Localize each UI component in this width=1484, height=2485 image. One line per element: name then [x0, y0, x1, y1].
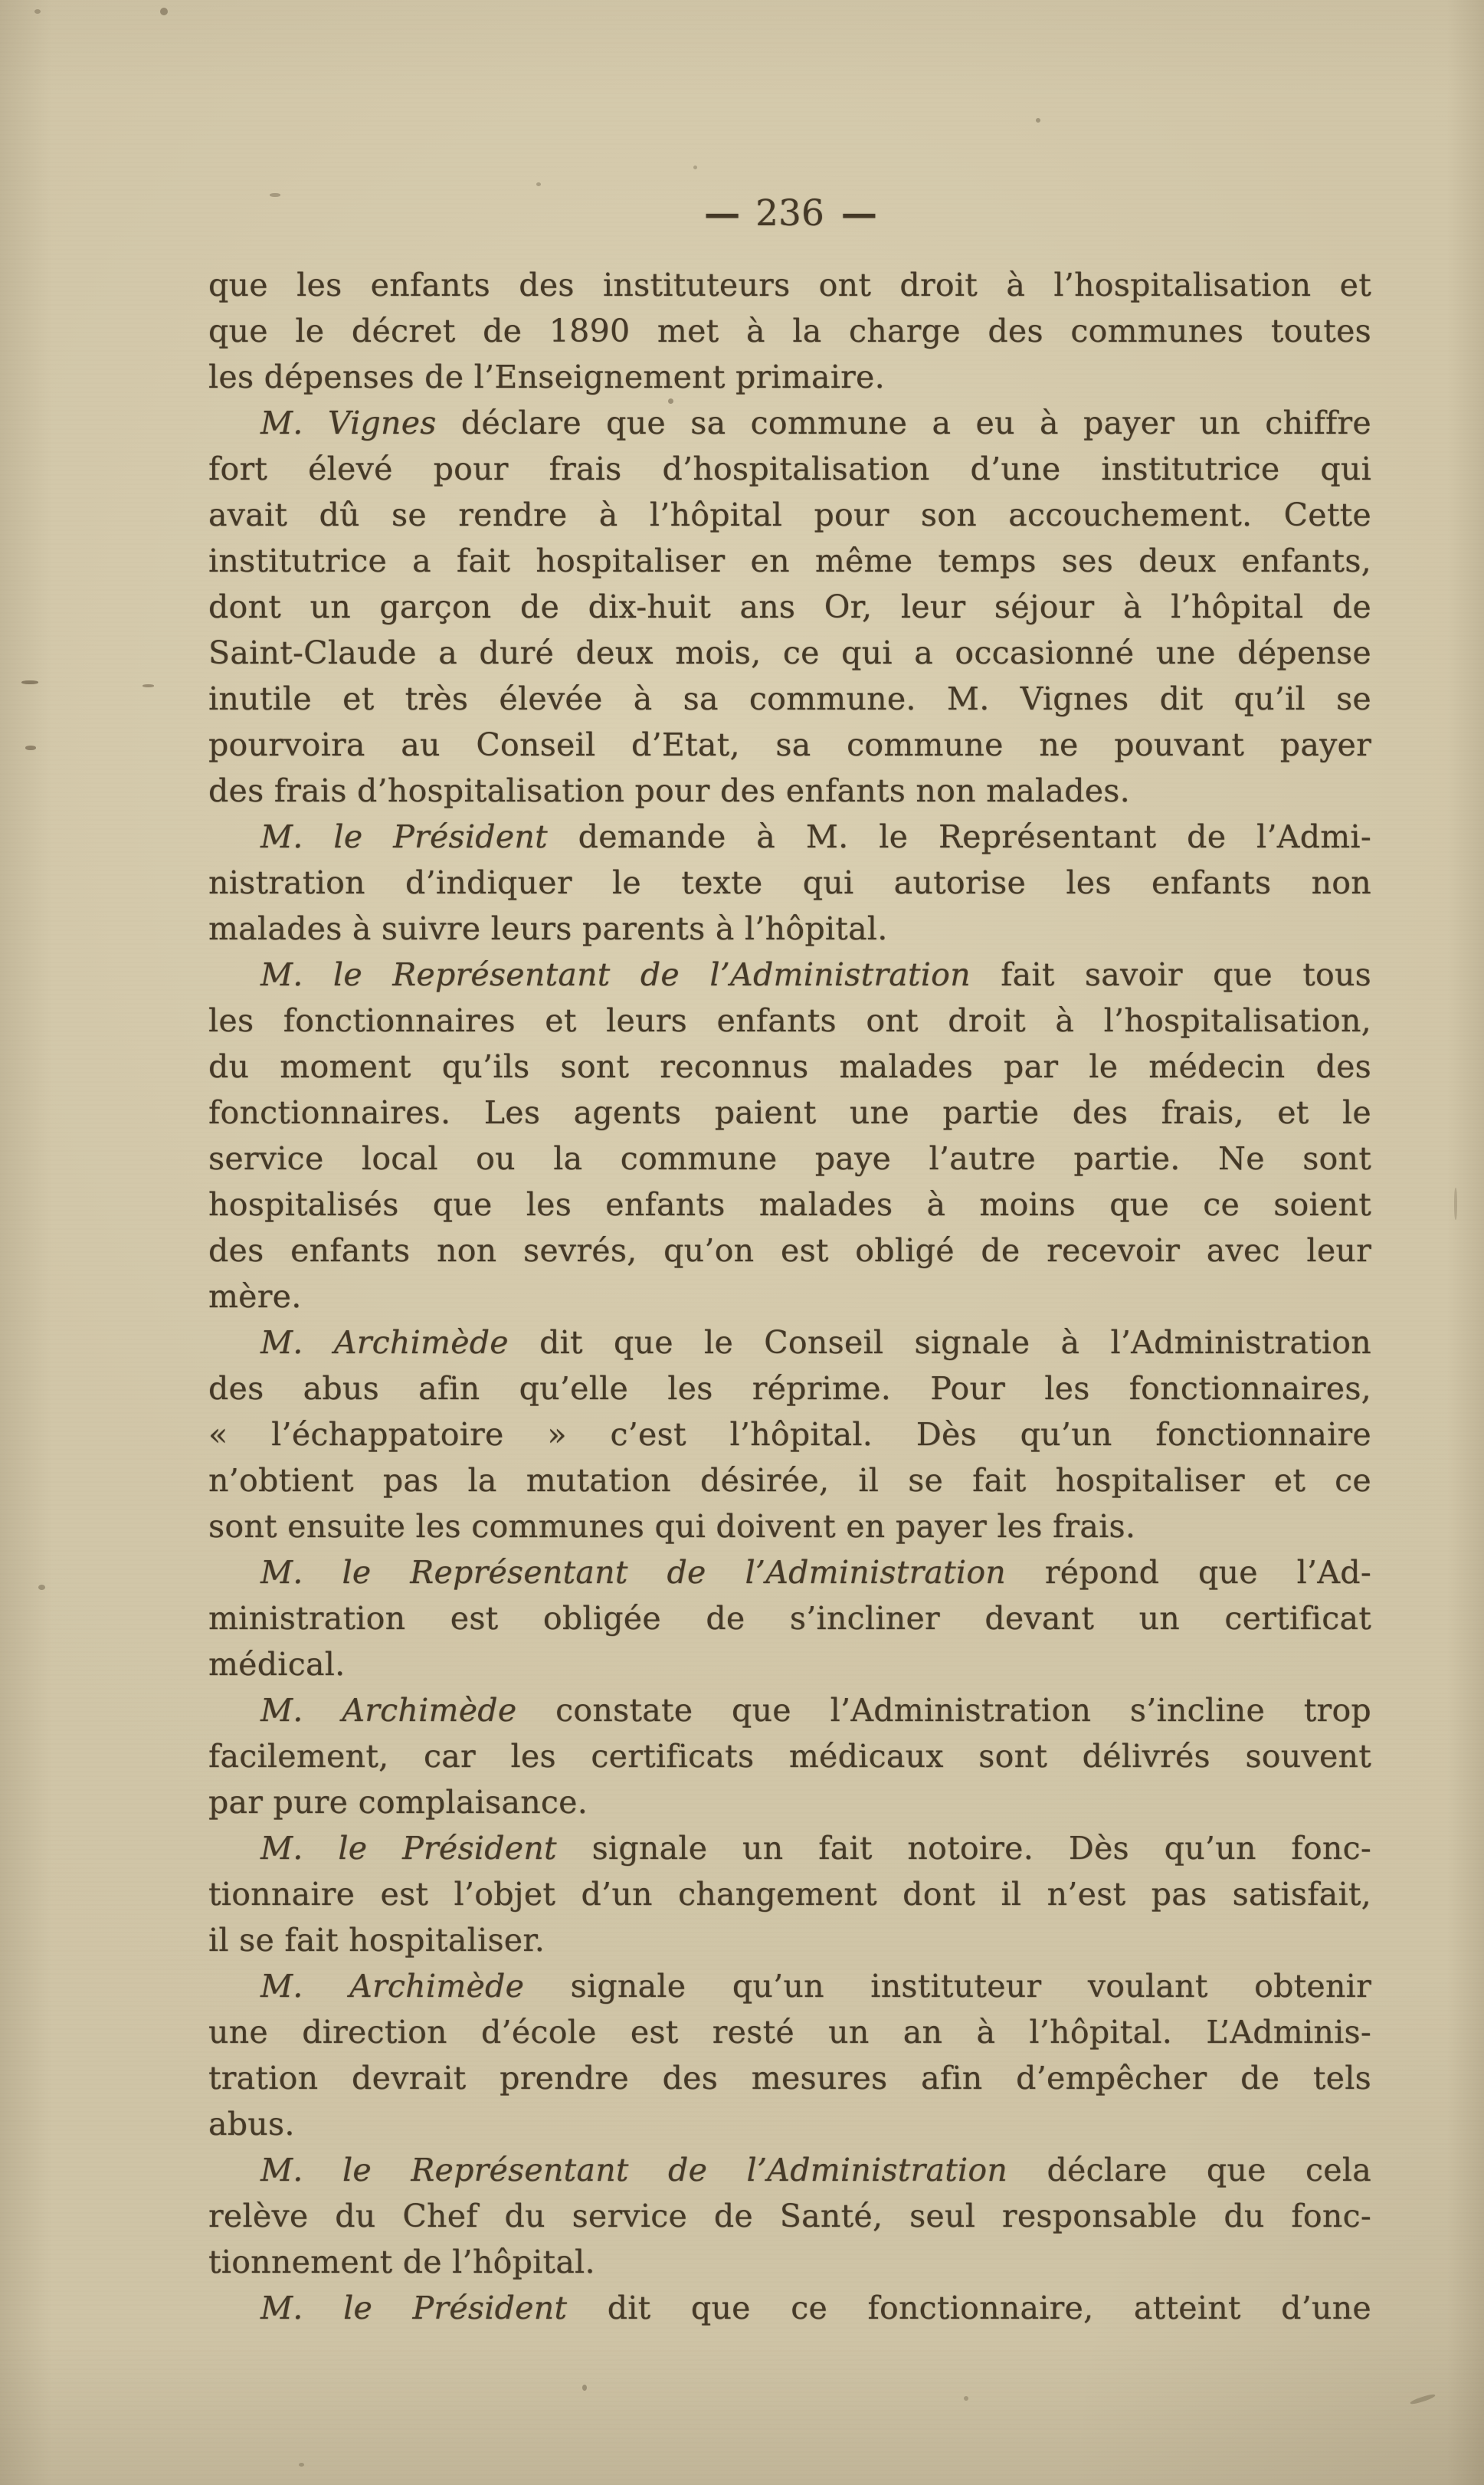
text-line [208, 722, 1371, 768]
text-line [208, 1963, 1371, 2009]
ink-speck [693, 166, 697, 169]
text-segment: malades à suivre leurs parents à l’hôpital. [208, 910, 888, 947]
text-segment: avait dû se rendre à l’hôpital pour son accouchement. Cette [208, 497, 1371, 533]
text-segment: déclare que cela [1007, 2152, 1371, 2188]
ink-speck [21, 680, 38, 684]
text-segment: des abus afin qu’elle les réprime. Pour les fonctionnaires, [208, 1370, 1371, 1407]
text-line [208, 1825, 1371, 1871]
paragraph [208, 814, 1371, 952]
page-number-dash-right: — [840, 192, 876, 234]
text-line [208, 768, 1371, 814]
speaker-name: M. le Représentant de l’Administration [260, 2152, 1008, 2188]
ink-speck [25, 746, 36, 750]
text-segment: Saint-Claude a duré deux mois, ce qui a occasionné une dépense [208, 634, 1371, 671]
paragraph [208, 400, 1371, 814]
ink-speck [143, 684, 154, 687]
text-segment: signale qu’un instituteur voulant obtenir [524, 1968, 1371, 2005]
text-line [208, 492, 1371, 538]
text-segment: des frais d’hospitalisation pour des enfants non malades. [208, 772, 1130, 809]
text-segment: hospitalisés que les enfants malades à moins que ce soient [208, 1186, 1371, 1223]
text-segment: constate que l’Administration s’incline trop [516, 1692, 1371, 1729]
text-segment: les fonctionnaires et leurs enfants ont droit à l’hospitalisation, [208, 1002, 1371, 1039]
text-segment: une direction d’école est resté un an à l’hôpital. L’Adminis- [208, 2014, 1371, 2051]
text-line [208, 814, 1371, 860]
ink-speck [964, 2396, 968, 2401]
text-segment: « l’échappatoire » c’est l’hôpital. Dès qu’un fonctionnaire [208, 1416, 1371, 1453]
text-segment: répond que l’Ad- [1006, 1554, 1371, 1591]
ink-speck [299, 2463, 304, 2467]
text-segment: les dépenses de l’Enseignement primaire. [208, 359, 885, 395]
text-line [208, 1779, 1371, 1825]
text-line [208, 1365, 1371, 1411]
ink-speck [160, 8, 168, 15]
text-line [208, 1182, 1371, 1228]
ink-speck [34, 9, 41, 14]
text-line [208, 1090, 1371, 1136]
text-segment: dit que ce fonctionnaire, atteint d’une [567, 2290, 1371, 2326]
speaker-name: M. le Représentant de l’Administration [260, 956, 971, 993]
text-line [208, 860, 1371, 906]
text-segment: tionnaire est l’objet d’un changement dont il n’est pas satisfait, [208, 1876, 1371, 1913]
text-line [208, 2285, 1371, 2331]
text-line [208, 1136, 1371, 1182]
ink-speck [1036, 118, 1040, 123]
text-line [208, 1228, 1371, 1274]
speaker-name: M. Archimède [260, 1968, 525, 2005]
text-line [208, 584, 1371, 630]
text-segment: relève du Chef du service de Santé, seul responsable du fonc- [208, 2198, 1371, 2234]
text-segment: institutrice a fait hospitaliser en même temps ses deux enfants, [208, 543, 1371, 579]
paragraph [208, 1963, 1371, 2147]
text-segment: par pure complaisance. [208, 1784, 588, 1821]
speaker-name: M. Vignes [260, 405, 437, 441]
text-segment: abus. [208, 2106, 295, 2142]
paragraph [208, 1320, 1371, 1549]
text-line [208, 446, 1371, 492]
text-segment: fonctionnaires. Les agents paient une partie des frais, et le [208, 1094, 1371, 1131]
text-segment: n’obtient pas la mutation désirée, il se fait hospitaliser et ce [208, 1462, 1371, 1499]
paragraph [208, 952, 1371, 1320]
speaker-name: M. le Président [260, 2290, 568, 2326]
text-line [208, 354, 1371, 400]
text-line [208, 538, 1371, 584]
text-line [208, 262, 1371, 308]
ink-speck [536, 182, 541, 186]
text-line [208, 400, 1371, 446]
text-line [208, 1320, 1371, 1365]
speaker-name: M. le Président [260, 818, 548, 855]
text-segment: du moment qu’ils sont reconnus malades par le médecin des [208, 1048, 1371, 1085]
text-segment: des enfants non sevrés, qu’on est obligé de recevoir avec leur [208, 1232, 1371, 1269]
text-line [208, 2101, 1371, 2147]
text-line [208, 1411, 1371, 1457]
text-segment: fait savoir que tous [970, 956, 1372, 993]
text-line [208, 1733, 1371, 1779]
ink-speck [270, 193, 280, 197]
speaker-name: M. le Représentant de l’Administration [260, 1554, 1007, 1591]
text-line [208, 1503, 1371, 1549]
speaker-name: M. le Président [260, 1830, 557, 1867]
text-line [208, 2009, 1371, 2055]
ink-speck [582, 2385, 587, 2391]
paragraph [208, 2147, 1371, 2285]
text-line [208, 1044, 1371, 1090]
page-number-dash-left: — [704, 192, 739, 234]
page-number-line [208, 190, 1371, 238]
text-segment: dont un garçon de dix-huit ans Or, leur séjour à l’hôpital de [208, 588, 1371, 625]
text-line [208, 2055, 1371, 2101]
text-line [208, 906, 1371, 952]
text-segment: que le décret de 1890 met à la charge des communes toutes [208, 313, 1371, 349]
text-line [208, 676, 1371, 722]
text-line [208, 308, 1371, 354]
text-segment: mère. [208, 1278, 302, 1315]
text-line [208, 952, 1371, 998]
text-segment: déclare que sa commune a eu à payer un chiffre [436, 405, 1371, 441]
text-segment: service local ou la commune paye l’autre partie. Ne sont [208, 1140, 1371, 1177]
paragraph [208, 2285, 1371, 2331]
text-line [208, 1917, 1371, 1963]
page-number: 236 [755, 192, 824, 234]
text-segment: tration devrait prendre des mesures afin d’empêcher de tels [208, 2060, 1371, 2097]
text-line [208, 1687, 1371, 1733]
ink-speck [1454, 1188, 1457, 1220]
text-line [208, 630, 1371, 676]
text-segment: médical. [208, 1646, 346, 1683]
speaker-name: M. Archimède [260, 1324, 509, 1361]
text-segment: facilement, car les certificats médicaux sont délivrés souvent [208, 1738, 1371, 1775]
text-segment: signale un fait notoire. Dès qu’un fonc- [556, 1830, 1371, 1867]
text-line [208, 2193, 1371, 2239]
text-line [208, 1274, 1371, 1320]
text-line [208, 2147, 1371, 2193]
text-line [208, 1595, 1371, 1641]
text-segment: pourvoira au Conseil d’Etat, sa commune ne pouvant payer [208, 726, 1371, 763]
text-segment: nistration d’indiquer le texte qui autorise les enfants non [208, 864, 1371, 901]
text-block [208, 262, 1371, 2331]
paragraph [208, 1687, 1371, 1825]
text-segment: demande à M. le Représentant de l’Admi- [547, 818, 1371, 855]
text-segment: tionnement de l’hôpital. [208, 2244, 595, 2280]
ink-speck [668, 398, 673, 404]
ink-speck [1410, 2393, 1436, 2405]
text-line [208, 1549, 1371, 1595]
paragraph [208, 1549, 1371, 1687]
text-line [208, 2239, 1371, 2285]
text-line [208, 1641, 1371, 1687]
text-segment: que les enfants des instituteurs ont droit à l’hospitalisation et [208, 267, 1371, 303]
text-line [208, 998, 1371, 1044]
text-line [208, 1871, 1371, 1917]
text-segment: ministration est obligée de s’incliner devant un certificat [208, 1600, 1371, 1637]
speaker-name: M. Archimède [260, 1692, 517, 1729]
text-segment: dit que le Conseil signale à l’Administration [508, 1324, 1371, 1361]
paragraph [208, 262, 1371, 400]
text-segment: sont ensuite les communes qui doivent en payer les frais. [208, 1508, 1136, 1545]
text-segment: il se fait hospitaliser. [208, 1922, 545, 1959]
text-line [208, 1457, 1371, 1503]
text-segment: inutile et très élevée à sa commune. M. Vignes dit qu’il se [208, 680, 1371, 717]
text-segment: fort élevé pour frais d’hospitalisation d’une institutrice qui [208, 451, 1371, 487]
ink-speck [38, 1585, 45, 1590]
paragraph [208, 1825, 1371, 1963]
